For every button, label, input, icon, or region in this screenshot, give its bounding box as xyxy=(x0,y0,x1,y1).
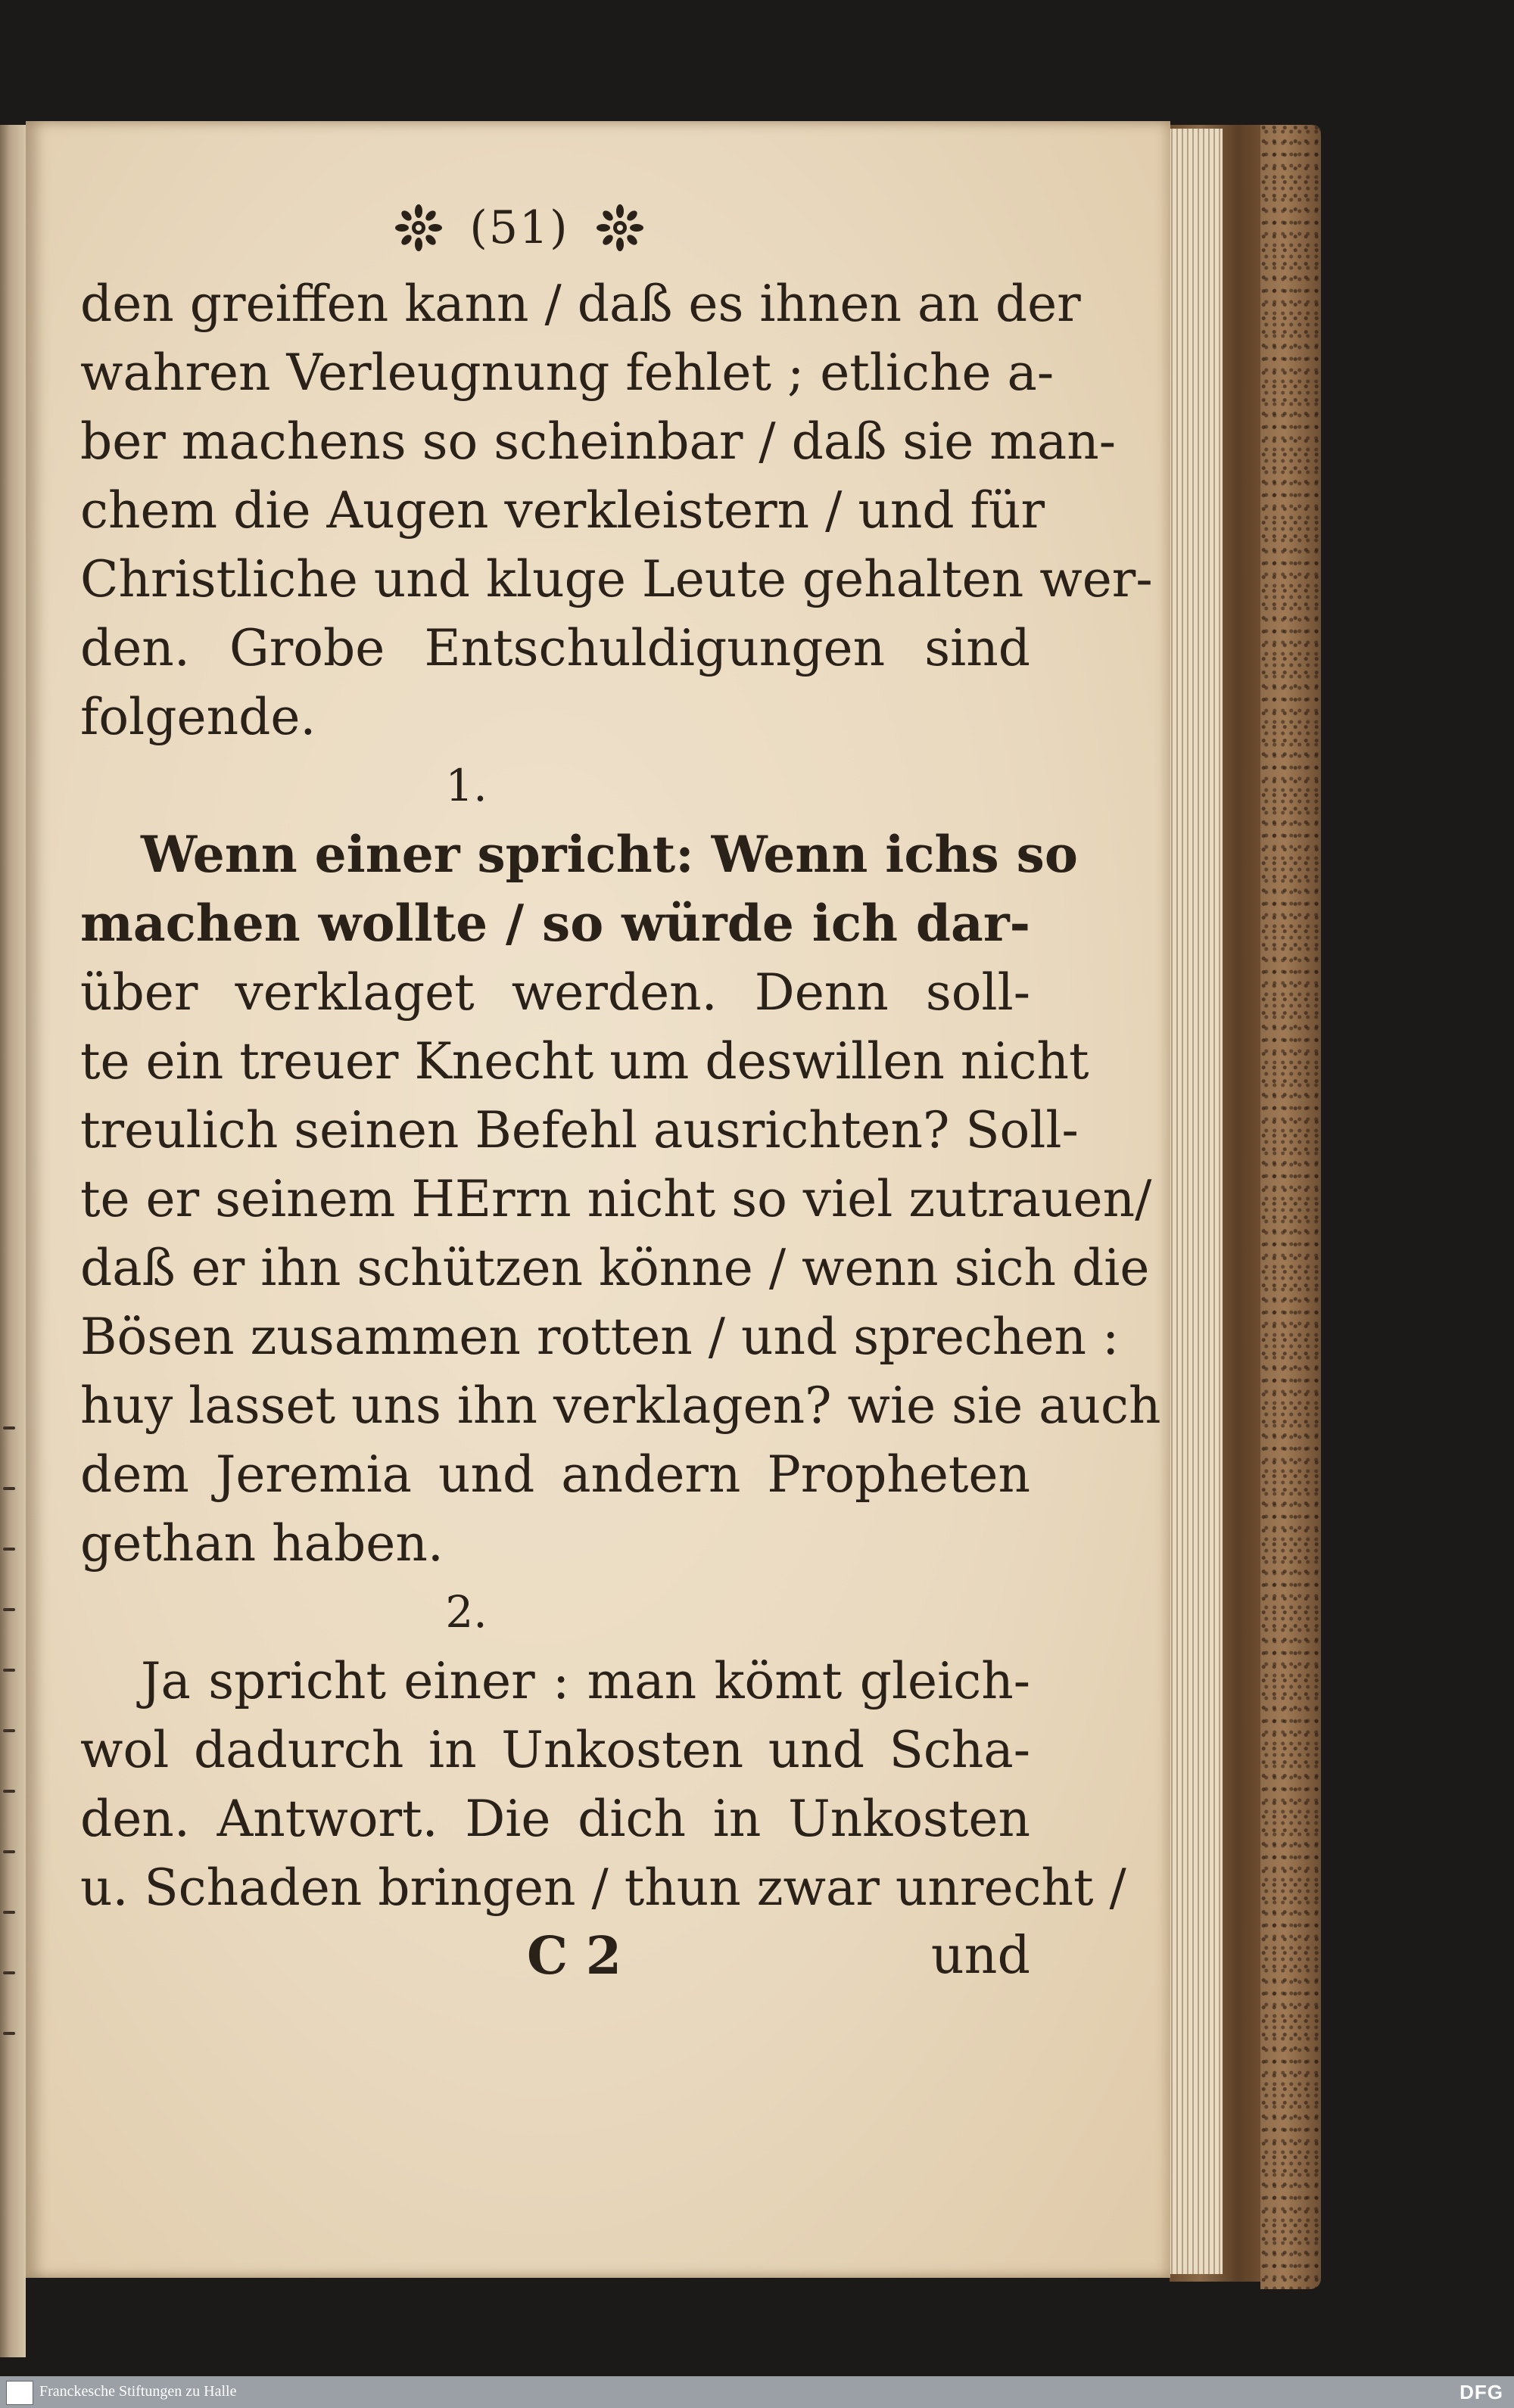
flower-ornament-icon xyxy=(395,204,442,251)
credit-bar xyxy=(0,2376,1514,2408)
text-line: über verklaget werden. Denn soll- xyxy=(80,963,1030,1022)
text-line: den. Antwort. Die dich in Unkosten xyxy=(80,1790,1030,1848)
text-line: treulich seinen Befehl ausrichten? Soll- xyxy=(80,1101,1079,1159)
text-line: Christliche und kluge Leute gehalten wer- xyxy=(80,550,1153,608)
text-line: daß er ihn schützen könne / wenn sich die xyxy=(80,1239,1150,1297)
page-footer xyxy=(80,1922,1030,1990)
text-line: gethan haben. xyxy=(80,1514,444,1573)
section-number: 1. xyxy=(445,760,488,811)
page-stack-edge xyxy=(1162,129,1223,2274)
text-line: chem die Augen verkleistern / und für xyxy=(80,481,1045,540)
text-line: te ein treuer Knecht um deswillen nicht xyxy=(80,1032,1089,1090)
flower-ornament-icon xyxy=(597,204,643,251)
institution-logo-icon xyxy=(6,2381,33,2405)
text-line: folgende. xyxy=(80,688,316,746)
marbled-cover-edge xyxy=(1260,125,1321,2289)
institution-name: Franckesche Stiftungen zu Halle xyxy=(39,2383,237,2400)
left-page-edge xyxy=(0,125,26,2357)
text-line: Ja spricht einer : man kömt gleich- xyxy=(141,1652,1030,1710)
text-line: den greiffen kann / daß es ihnen an der xyxy=(80,275,1081,333)
text-line: wahren Verleugnung fehlet ; etliche a- xyxy=(80,344,1055,402)
text-line: ber machens so scheinbar / daß sie man- xyxy=(80,412,1117,471)
text-line: huy lasset uns ihn verklagen? wie sie auch xyxy=(80,1377,1161,1435)
text-line: te er seinem HErrn nicht so viel zutrauen/ xyxy=(80,1170,1152,1228)
text-line: u. Schaden bringen / thun zwar unrecht / xyxy=(80,1859,1126,1917)
page-header xyxy=(194,186,845,269)
dfg-logo: DFG xyxy=(1459,2381,1503,2403)
catchword: und xyxy=(930,1926,1030,1986)
text-line: wol dadurch in Unkosten und Scha- xyxy=(80,1721,1030,1779)
page-number: (51) xyxy=(469,201,569,254)
signature-mark: C 2 xyxy=(527,1926,622,1986)
text-line: dem Jeremia und andern Propheten xyxy=(80,1445,1030,1504)
text-line: Bösen zusammen rotten / und sprechen : xyxy=(80,1308,1120,1366)
book-page xyxy=(26,121,1170,2278)
text-line: den. Grobe Entschuldigungen sind xyxy=(80,619,1030,677)
text-line: Wenn einer spricht: Wenn ichs so xyxy=(141,825,1078,884)
text-line: machen wollte / so würde ich dar- xyxy=(80,894,1030,953)
left-page-text-fragments xyxy=(3,125,23,2357)
section-number: 2. xyxy=(445,1586,488,1638)
page-text xyxy=(80,186,1161,1990)
